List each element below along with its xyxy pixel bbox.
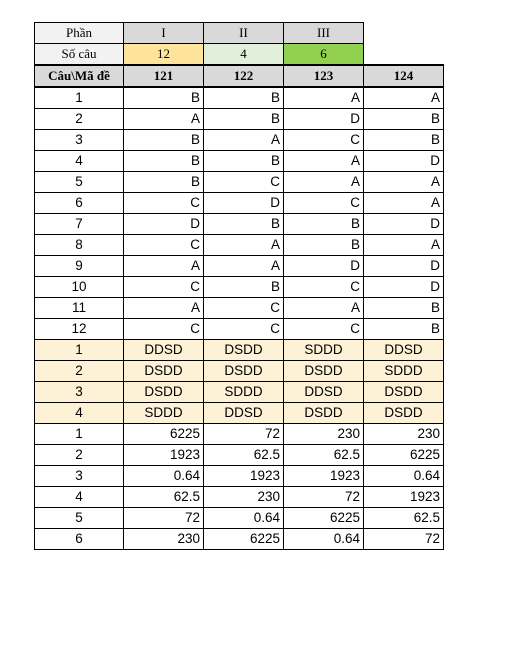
answer-cell[interactable]: B bbox=[364, 130, 444, 151]
answer-cell[interactable]: C bbox=[284, 277, 364, 298]
question-number-cell[interactable]: 6 bbox=[35, 193, 124, 214]
answer-cell[interactable]: 72 bbox=[284, 487, 364, 508]
answer-cell[interactable]: B bbox=[204, 109, 284, 130]
answer-cell[interactable]: D bbox=[364, 151, 444, 172]
part-label-cell[interactable]: Phần bbox=[35, 23, 124, 44]
answer-cell[interactable]: A bbox=[284, 172, 364, 193]
answer-cell[interactable]: C bbox=[204, 319, 284, 340]
question-number-cell[interactable]: 10 bbox=[35, 277, 124, 298]
part1-answer-row bbox=[35, 109, 444, 130]
question-number-cell[interactable]: 3 bbox=[35, 382, 124, 403]
answer-cell[interactable]: B bbox=[364, 319, 444, 340]
part3-answer-row bbox=[35, 424, 444, 445]
answer-cell[interactable]: DDSD bbox=[124, 340, 204, 361]
answer-cell[interactable]: C bbox=[124, 319, 204, 340]
answer-cell[interactable]: A bbox=[284, 87, 364, 109]
answer-cell[interactable]: 72 bbox=[124, 508, 204, 529]
answer-cell[interactable]: C bbox=[284, 319, 364, 340]
answer-cell[interactable]: 0.64 bbox=[284, 529, 364, 550]
answer-cell[interactable]: C bbox=[204, 172, 284, 193]
answer-cell[interactable]: B bbox=[124, 87, 204, 109]
answer-cell[interactable]: A bbox=[284, 298, 364, 319]
answer-cell[interactable]: B bbox=[204, 87, 284, 109]
question-number-cell[interactable]: 3 bbox=[35, 466, 124, 487]
answer-cell[interactable]: 0.64 bbox=[204, 508, 284, 529]
question-number-cell[interactable]: 6 bbox=[35, 529, 124, 550]
exam-code-header-cell[interactable]: 124 bbox=[364, 65, 444, 87]
answer-cell[interactable]: D bbox=[284, 256, 364, 277]
answer-cell[interactable]: 0.64 bbox=[124, 466, 204, 487]
answer-cell[interactable]: D bbox=[124, 214, 204, 235]
answer-cell[interactable]: 230 bbox=[364, 424, 444, 445]
answer-cell[interactable]: A bbox=[204, 256, 284, 277]
part3-answer-row bbox=[35, 508, 444, 529]
answer-cell[interactable]: B bbox=[364, 298, 444, 319]
answer-cell[interactable]: 1923 bbox=[284, 466, 364, 487]
part1-answer-row bbox=[35, 172, 444, 193]
answer-cell[interactable]: 62.5 bbox=[364, 508, 444, 529]
question-number-cell[interactable]: 11 bbox=[35, 298, 124, 319]
question-number-cell[interactable]: 4 bbox=[35, 151, 124, 172]
part1-answer-row bbox=[35, 319, 444, 340]
part-cell-2[interactable]: II bbox=[204, 23, 284, 44]
answer-cell[interactable]: 6225 bbox=[284, 508, 364, 529]
question-number-cell[interactable]: 4 bbox=[35, 403, 124, 424]
answer-cell[interactable]: B bbox=[124, 151, 204, 172]
answer-cell[interactable]: 1923 bbox=[124, 445, 204, 466]
answer-cell[interactable]: C bbox=[284, 130, 364, 151]
question-number-cell[interactable]: 1 bbox=[35, 424, 124, 445]
answer-cell[interactable]: 62.5 bbox=[284, 445, 364, 466]
answer-cell[interactable]: A bbox=[364, 235, 444, 256]
answer-cell[interactable]: 72 bbox=[364, 529, 444, 550]
question-number-cell[interactable]: 9 bbox=[35, 256, 124, 277]
part1-answer-row bbox=[35, 193, 444, 214]
answer-cell[interactable]: 1923 bbox=[364, 487, 444, 508]
answer-cell[interactable]: DSDD bbox=[364, 403, 444, 424]
answer-cell[interactable]: B bbox=[204, 214, 284, 235]
column-header-row bbox=[35, 65, 444, 87]
answer-cell[interactable]: B bbox=[204, 151, 284, 172]
answer-cell[interactable]: A bbox=[364, 172, 444, 193]
answer-cell[interactable]: 62.5 bbox=[204, 445, 284, 466]
answer-cell[interactable]: B bbox=[364, 109, 444, 130]
question-number-cell[interactable]: 2 bbox=[35, 109, 124, 130]
answer-cell[interactable]: 6225 bbox=[124, 424, 204, 445]
answer-cell[interactable]: B bbox=[124, 130, 204, 151]
answer-cell[interactable]: 230 bbox=[124, 529, 204, 550]
answer-cell[interactable]: A bbox=[284, 151, 364, 172]
answer-cell[interactable]: C bbox=[124, 277, 204, 298]
question-count-row bbox=[35, 44, 444, 66]
question-number-cell[interactable]: 1 bbox=[35, 340, 124, 361]
answer-cell[interactable]: DSDD bbox=[204, 340, 284, 361]
answer-cell[interactable]: DSDD bbox=[364, 382, 444, 403]
question-number-cell[interactable]: 2 bbox=[35, 445, 124, 466]
answer-cell[interactable]: DSDD bbox=[124, 382, 204, 403]
part-cell-3[interactable]: III bbox=[284, 23, 364, 44]
question-number-cell[interactable]: 4 bbox=[35, 487, 124, 508]
part3-answer-row bbox=[35, 466, 444, 487]
answer-cell[interactable]: B bbox=[284, 235, 364, 256]
empty-cell[interactable] bbox=[364, 23, 444, 44]
answer-cell[interactable]: D bbox=[364, 277, 444, 298]
answer-cell[interactable]: 230 bbox=[284, 424, 364, 445]
answer-cell[interactable]: SDDD bbox=[124, 403, 204, 424]
corner-header-cell[interactable]: Câu\Mã đề bbox=[35, 65, 124, 87]
answer-cell[interactable]: A bbox=[364, 193, 444, 214]
part3-answer-row bbox=[35, 445, 444, 466]
answer-cell[interactable]: C bbox=[204, 298, 284, 319]
answer-cell[interactable]: C bbox=[284, 193, 364, 214]
answer-cell[interactable]: B bbox=[124, 172, 204, 193]
part1-answer-row bbox=[35, 130, 444, 151]
part-cell-1[interactable]: I bbox=[124, 23, 204, 44]
question-count-cell-3[interactable]: 6 bbox=[284, 44, 364, 66]
exam-code-header-cell[interactable]: 123 bbox=[284, 65, 364, 87]
answer-cell[interactable]: A bbox=[204, 235, 284, 256]
part1-answer-row bbox=[35, 235, 444, 256]
question-number-cell[interactable]: 3 bbox=[35, 130, 124, 151]
answer-cell[interactable]: D bbox=[204, 193, 284, 214]
question-number-cell[interactable]: 5 bbox=[35, 172, 124, 193]
answer-cell[interactable]: SDDD bbox=[284, 340, 364, 361]
empty-cell[interactable] bbox=[364, 44, 444, 66]
answer-cell[interactable]: SDDD bbox=[204, 382, 284, 403]
part1-answer-row bbox=[35, 256, 444, 277]
answer-cell[interactable]: 1923 bbox=[204, 466, 284, 487]
answer-cell[interactable]: 230 bbox=[204, 487, 284, 508]
answer-cell[interactable]: A bbox=[124, 256, 204, 277]
answer-cell[interactable]: C bbox=[124, 193, 204, 214]
part1-answer-row bbox=[35, 87, 444, 109]
part2-answer-row bbox=[35, 361, 444, 382]
answer-cell[interactable]: 0.64 bbox=[364, 466, 444, 487]
answer-cell[interactable]: A bbox=[364, 87, 444, 109]
answer-cell[interactable]: DSDD bbox=[204, 361, 284, 382]
answer-cell[interactable]: DDSD bbox=[204, 403, 284, 424]
part1-answer-row bbox=[35, 214, 444, 235]
answer-key-table bbox=[34, 22, 444, 550]
question-count-cell-2[interactable]: 4 bbox=[204, 44, 284, 66]
answer-cell[interactable]: DSDD bbox=[284, 361, 364, 382]
answer-cell[interactable]: 6225 bbox=[204, 529, 284, 550]
question-number-cell[interactable]: 7 bbox=[35, 214, 124, 235]
answer-cell[interactable]: A bbox=[124, 109, 204, 130]
answer-cell[interactable]: DDSD bbox=[284, 382, 364, 403]
answer-cell[interactable]: A bbox=[124, 298, 204, 319]
question-number-cell[interactable]: 8 bbox=[35, 235, 124, 256]
answer-cell[interactable]: D bbox=[364, 256, 444, 277]
question-count-cell-1[interactable]: 12 bbox=[124, 44, 204, 66]
part1-answer-row bbox=[35, 151, 444, 172]
answer-cell[interactable]: 6225 bbox=[364, 445, 444, 466]
part3-answer-row bbox=[35, 487, 444, 508]
answer-cell[interactable]: B bbox=[204, 277, 284, 298]
part2-answer-row bbox=[35, 382, 444, 403]
question-number-cell[interactable]: 5 bbox=[35, 508, 124, 529]
answer-cell[interactable]: D bbox=[364, 214, 444, 235]
part1-answer-row bbox=[35, 277, 444, 298]
answer-cell[interactable]: C bbox=[124, 235, 204, 256]
answer-cell[interactable]: B bbox=[284, 214, 364, 235]
answer-cell[interactable]: DSDD bbox=[124, 361, 204, 382]
answer-cell[interactable]: D bbox=[284, 109, 364, 130]
answer-cell[interactable]: A bbox=[204, 130, 284, 151]
answer-cell[interactable]: SDDD bbox=[364, 361, 444, 382]
answer-cell[interactable]: DSDD bbox=[284, 403, 364, 424]
answer-cell[interactable]: 72 bbox=[204, 424, 284, 445]
question-number-cell[interactable]: 2 bbox=[35, 361, 124, 382]
part1-answer-row bbox=[35, 298, 444, 319]
exam-code-header-cell[interactable]: 122 bbox=[204, 65, 284, 87]
part2-answer-row bbox=[35, 340, 444, 361]
exam-code-header-cell[interactable]: 121 bbox=[124, 65, 204, 87]
part2-answer-row bbox=[35, 403, 444, 424]
question-count-label-cell[interactable]: Số câu bbox=[35, 44, 124, 66]
part3-answer-row bbox=[35, 529, 444, 550]
part-header-row bbox=[35, 23, 444, 44]
question-number-cell[interactable]: 1 bbox=[35, 87, 124, 109]
question-number-cell[interactable]: 12 bbox=[35, 319, 124, 340]
answer-cell[interactable]: DDSD bbox=[364, 340, 444, 361]
answer-cell[interactable]: 62.5 bbox=[124, 487, 204, 508]
